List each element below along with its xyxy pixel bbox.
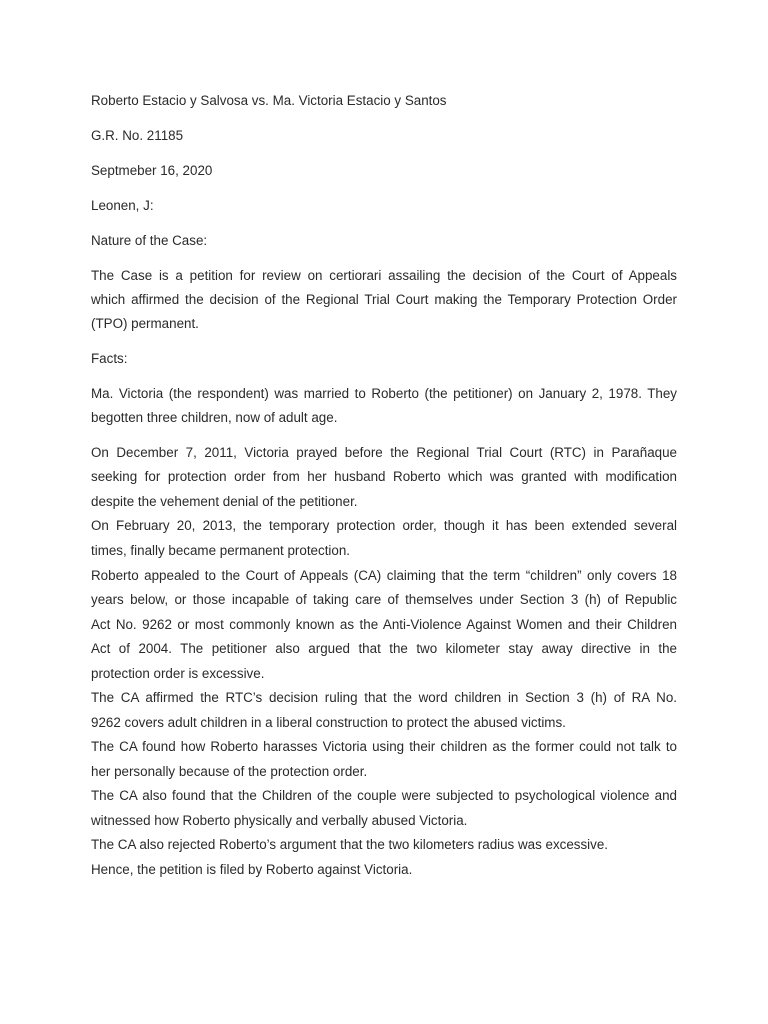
nature-heading: Nature of the Case:	[91, 233, 208, 248]
facts-line: The CA also rejected Roberto’s argument that the two kilometers radius was excessive.	[91, 837, 609, 852]
facts-line: Roberto appealed to the Court of Appeals (CA) claiming that the term “children” only covers 18	[91, 568, 677, 583]
facts-line: despite the vehement denial of the petitioner.	[91, 494, 358, 509]
facts-line: years below, or those incapable of taking care of themselves under Section 3 (h) of Republic	[91, 592, 677, 607]
ponente: Leonen, J:	[91, 198, 154, 213]
nature-line: (TPO) permanent.	[91, 316, 199, 331]
facts-line: The CA also found that the Children of the couple were subjected to psychological violence and	[91, 788, 677, 803]
facts-line: begotten three children, now of adult age.	[91, 410, 338, 425]
facts-heading: Facts:	[91, 351, 128, 366]
nature-line: The Case is a petition for review on certiorari assailing the decision of the Court of Appeals	[91, 268, 677, 283]
facts-line: Ma. Victoria (the respondent) was married to Roberto (the petitioner) on January 2, 1978. They	[91, 386, 677, 401]
facts-line: her personally because of the protection order.	[91, 764, 368, 779]
facts-line: witnessed how Roberto physically and verbally abused Victoria.	[91, 813, 468, 828]
facts-line: The CA affirmed the RTC’s decision ruling that the word children in Section 3 (h) of RA No.	[91, 690, 677, 705]
nature-line: which affirmed the decision of the Regional Trial Court making the Temporary Protection Order	[91, 292, 677, 307]
facts-line: 9262 covers adult children in a liberal construction to protect the abused victims.	[91, 715, 566, 730]
case-title: Roberto Estacio y Salvosa vs. Ma. Victoria Estacio y Santos	[91, 93, 447, 108]
facts-line: protection order is excessive.	[91, 666, 265, 681]
gr-number: G.R. No. 21185	[91, 128, 184, 143]
facts-line: On February 20, 2013, the temporary protection order, though it has been extended several	[91, 518, 677, 533]
decision-date: Septmeber 16, 2020	[91, 163, 213, 178]
facts-line: Hence, the petition is filed by Roberto against Victoria.	[91, 862, 413, 877]
facts-line: On December 7, 2011, Victoria prayed before the Regional Trial Court (RTC) in Parañaque	[91, 445, 677, 460]
facts-line: Act No. 9262 or most commonly known as the Anti-Violence Against Women and their Children	[91, 617, 677, 632]
facts-line: times, finally became permanent protection.	[91, 543, 351, 558]
facts-line: seeking for protection order from her husband Roberto which was granted with modification	[91, 469, 677, 484]
facts-line: Act of 2004. The petitioner also argued that the two kilometer stay away directive in the	[91, 641, 677, 656]
facts-line: The CA found how Roberto harasses Victoria using their children as the former could not talk to	[91, 739, 677, 754]
